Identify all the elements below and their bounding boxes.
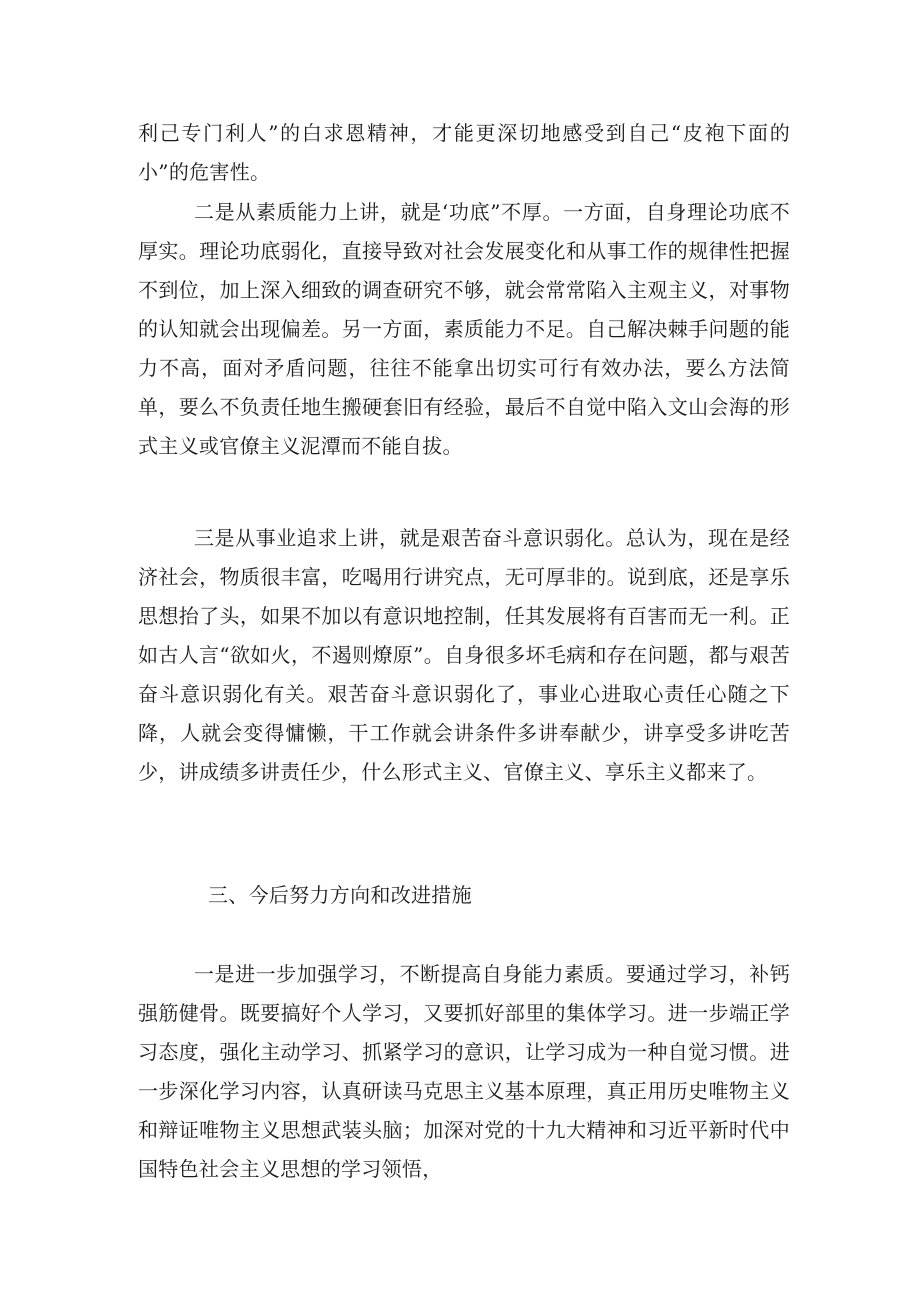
paragraph-quality-ability: 二是从素质能力上讲，就是‘功底”不厚。一方面，自身理论功底不厚实。理论功底弱化，直接导致对社会发展变化和从事工作的规律性把握不到位，加上深入细致的调查研究不够，就会常常陷入主观主义，对事物的认知就会出现偏差。另一方面，素质能力不足。自己解决棘手问题的能力不高，面对矛盾问题，往往不能拿出切实可行有效办法，要么方法简单，要么不负责任地生搬硬套旧有经验，最后不自觉中陷入文山会海的形式主义或官僚主义泥潭而不能自拔。 [138,200,790,458]
section-heading: 三、今后努力方向和改进措施 [208,883,472,907]
paragraph-strengthen-study: 一是进一步加强学习，不断提高自身能力素质。要通过学习，补钙强筋健骨。既要搞好个人学习，又要抓好部里的集体学习。进一步端正学习态度，强化主动学习、抓紧学习的意识，让学习成为一种自觉习惯。进一步深化学习内容，认真研读马克思主义基本原理，真正用历史唯物主义和辩证唯物主义思想武装头脑；加深对党的十九大精神和习近平新时代中国特色社会主义思想的学习领悟， [138,962,790,1181]
paragraph-continuation: 利己专门利人”的白求恩精神，才能更深切地感受到自己“皮袍下面的小”的危害性。 [138,121,790,184]
paragraph-career-pursuit: 三是从事业追求上讲，就是艰苦奋斗意识弱化。总认为，现在是经济社会，物质很丰富，吃喝用行讲究点，无可厚非的。说到底，还是享乐思想抬了头，如果不加以有意识地控制，任其发展将有百害而无一利。正如古人言“欲如火，不遏则燎原”。自身很多坏毛病和存在问题，都与艰苦奋斗意识弱化有关。艰苦奋斗意识弱化了，事业心进取心责任心随之下降，人就会变得慵懒，干工作就会讲条件多讲奉献少，讲享受多讲吃苦少，讲成绩多讲责任少，什么形式主义、官僚主义、享乐主义都来了。 [138,526,790,784]
